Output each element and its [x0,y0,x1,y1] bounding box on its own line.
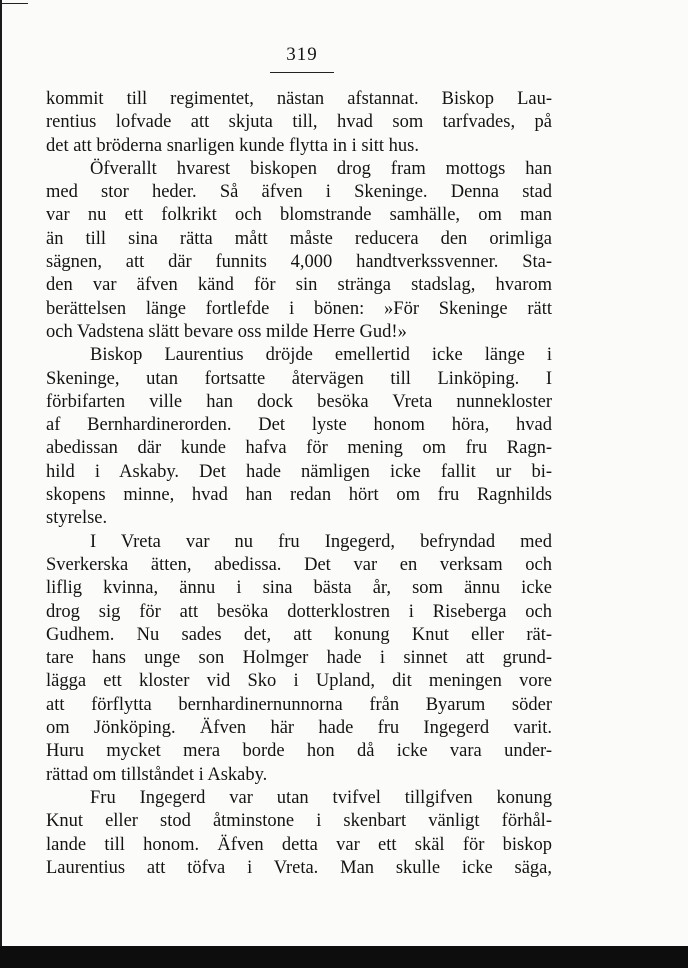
text-line: berättelsen länge fortlefde i bönen: »För Skeninge rätt [46,298,552,319]
text-line: rentius lofvade att skjuta till, hvad som tarfvades, på [46,112,552,133]
text-line: lägga ett kloster vid Sko i Upland, dit meningen vore [46,671,552,692]
text-line: rättad om tillståndet i Askaby. [46,764,268,785]
text-line: Knut eller stod åtminstone i skenbart vänligt förhål- [46,811,552,832]
text-line: styrelse. [46,508,108,529]
text-line: det att bröderna snarligen kunde flytta in i sitt hus. [46,135,419,156]
text-line: drog sig för att besöka dotterklostren i Riseberga och [46,601,552,622]
text-line: Sverkerska ätten, abedissa. Det var en verksam och [46,554,552,575]
text-line: förbifarten ville han dock besöka Vreta nunnekloster [46,391,552,412]
text-line: var nu ett folkrikt och blomstrande samhälle, om man [46,205,552,226]
body-text [46,88,552,880]
text-line: tare hans unge son Holmger hade i sinnet att grund- [46,648,552,669]
text-line: den var äfven känd för sin stränga stadslag, hvarom [46,275,552,296]
text-line: skopens minne, hvad han redan hört om fru Ragnhilds [46,485,552,506]
text-line: med stor heder. Så äfven i Skeninge. Denna stad [46,182,552,203]
text-line: I Vreta var nu fru Ingegerd, befryndad med [90,531,552,552]
scan-edge [0,0,2,968]
text-line: sägnen, att där funnits 4,000 handtverkssvenner. Sta- [46,252,552,273]
text-line: af Bernhardinerorden. Det lyste honom höra, hvad [46,415,552,436]
page-header [270,44,334,73]
text-line: och Vadstena slätt bevare oss milde Herre Gud!» [46,321,407,342]
text-line: liflig kvinna, ännu i sina bästa år, som ännu icke [46,578,552,599]
text-line: kommit till regimentet, nästan afstannat. Biskop Lau- [46,89,552,109]
scan-mark [0,3,28,4]
text-line: Öfverallt hvarest biskopen drog fram mottogs han [90,158,552,179]
header-rule [270,72,334,73]
page-number: 319 [286,44,318,65]
text-line: Laurentius att töfva i Vreta. Man skulle icke säga, [46,857,552,878]
text-line: Fru Ingegerd var utan tvifvel tillgifven konung [90,787,552,808]
text-line: om Jönköping. Äfven här hade fru Ingegerd varit. [46,718,552,739]
text-line: Skeninge, utan fortsatte återvägen till Linköping. I [46,368,552,389]
text-line: Biskop Laurentius dröjde emellertid icke länge i [90,345,552,366]
text-line: Huru mycket mera borde hon då icke vara under- [46,741,552,762]
text-line: att förflytta bernhardinernunnorna från Byarum söder [46,694,552,715]
text-line: abedissan där kunde hafva för mening om fru Ragn- [46,438,552,459]
text-line: Gudhem. Nu sades det, att konung Knut eller rät- [46,624,552,645]
text-line: hild i Askaby. Det hade nämligen icke fallit ur bi- [46,461,552,482]
text-line: än till sina rätta mått måste reducera den orimliga [46,228,552,249]
scan-bottom-band [0,946,688,968]
text-line: lande till honom. Äfven detta var ett skäl för biskop [46,834,552,855]
